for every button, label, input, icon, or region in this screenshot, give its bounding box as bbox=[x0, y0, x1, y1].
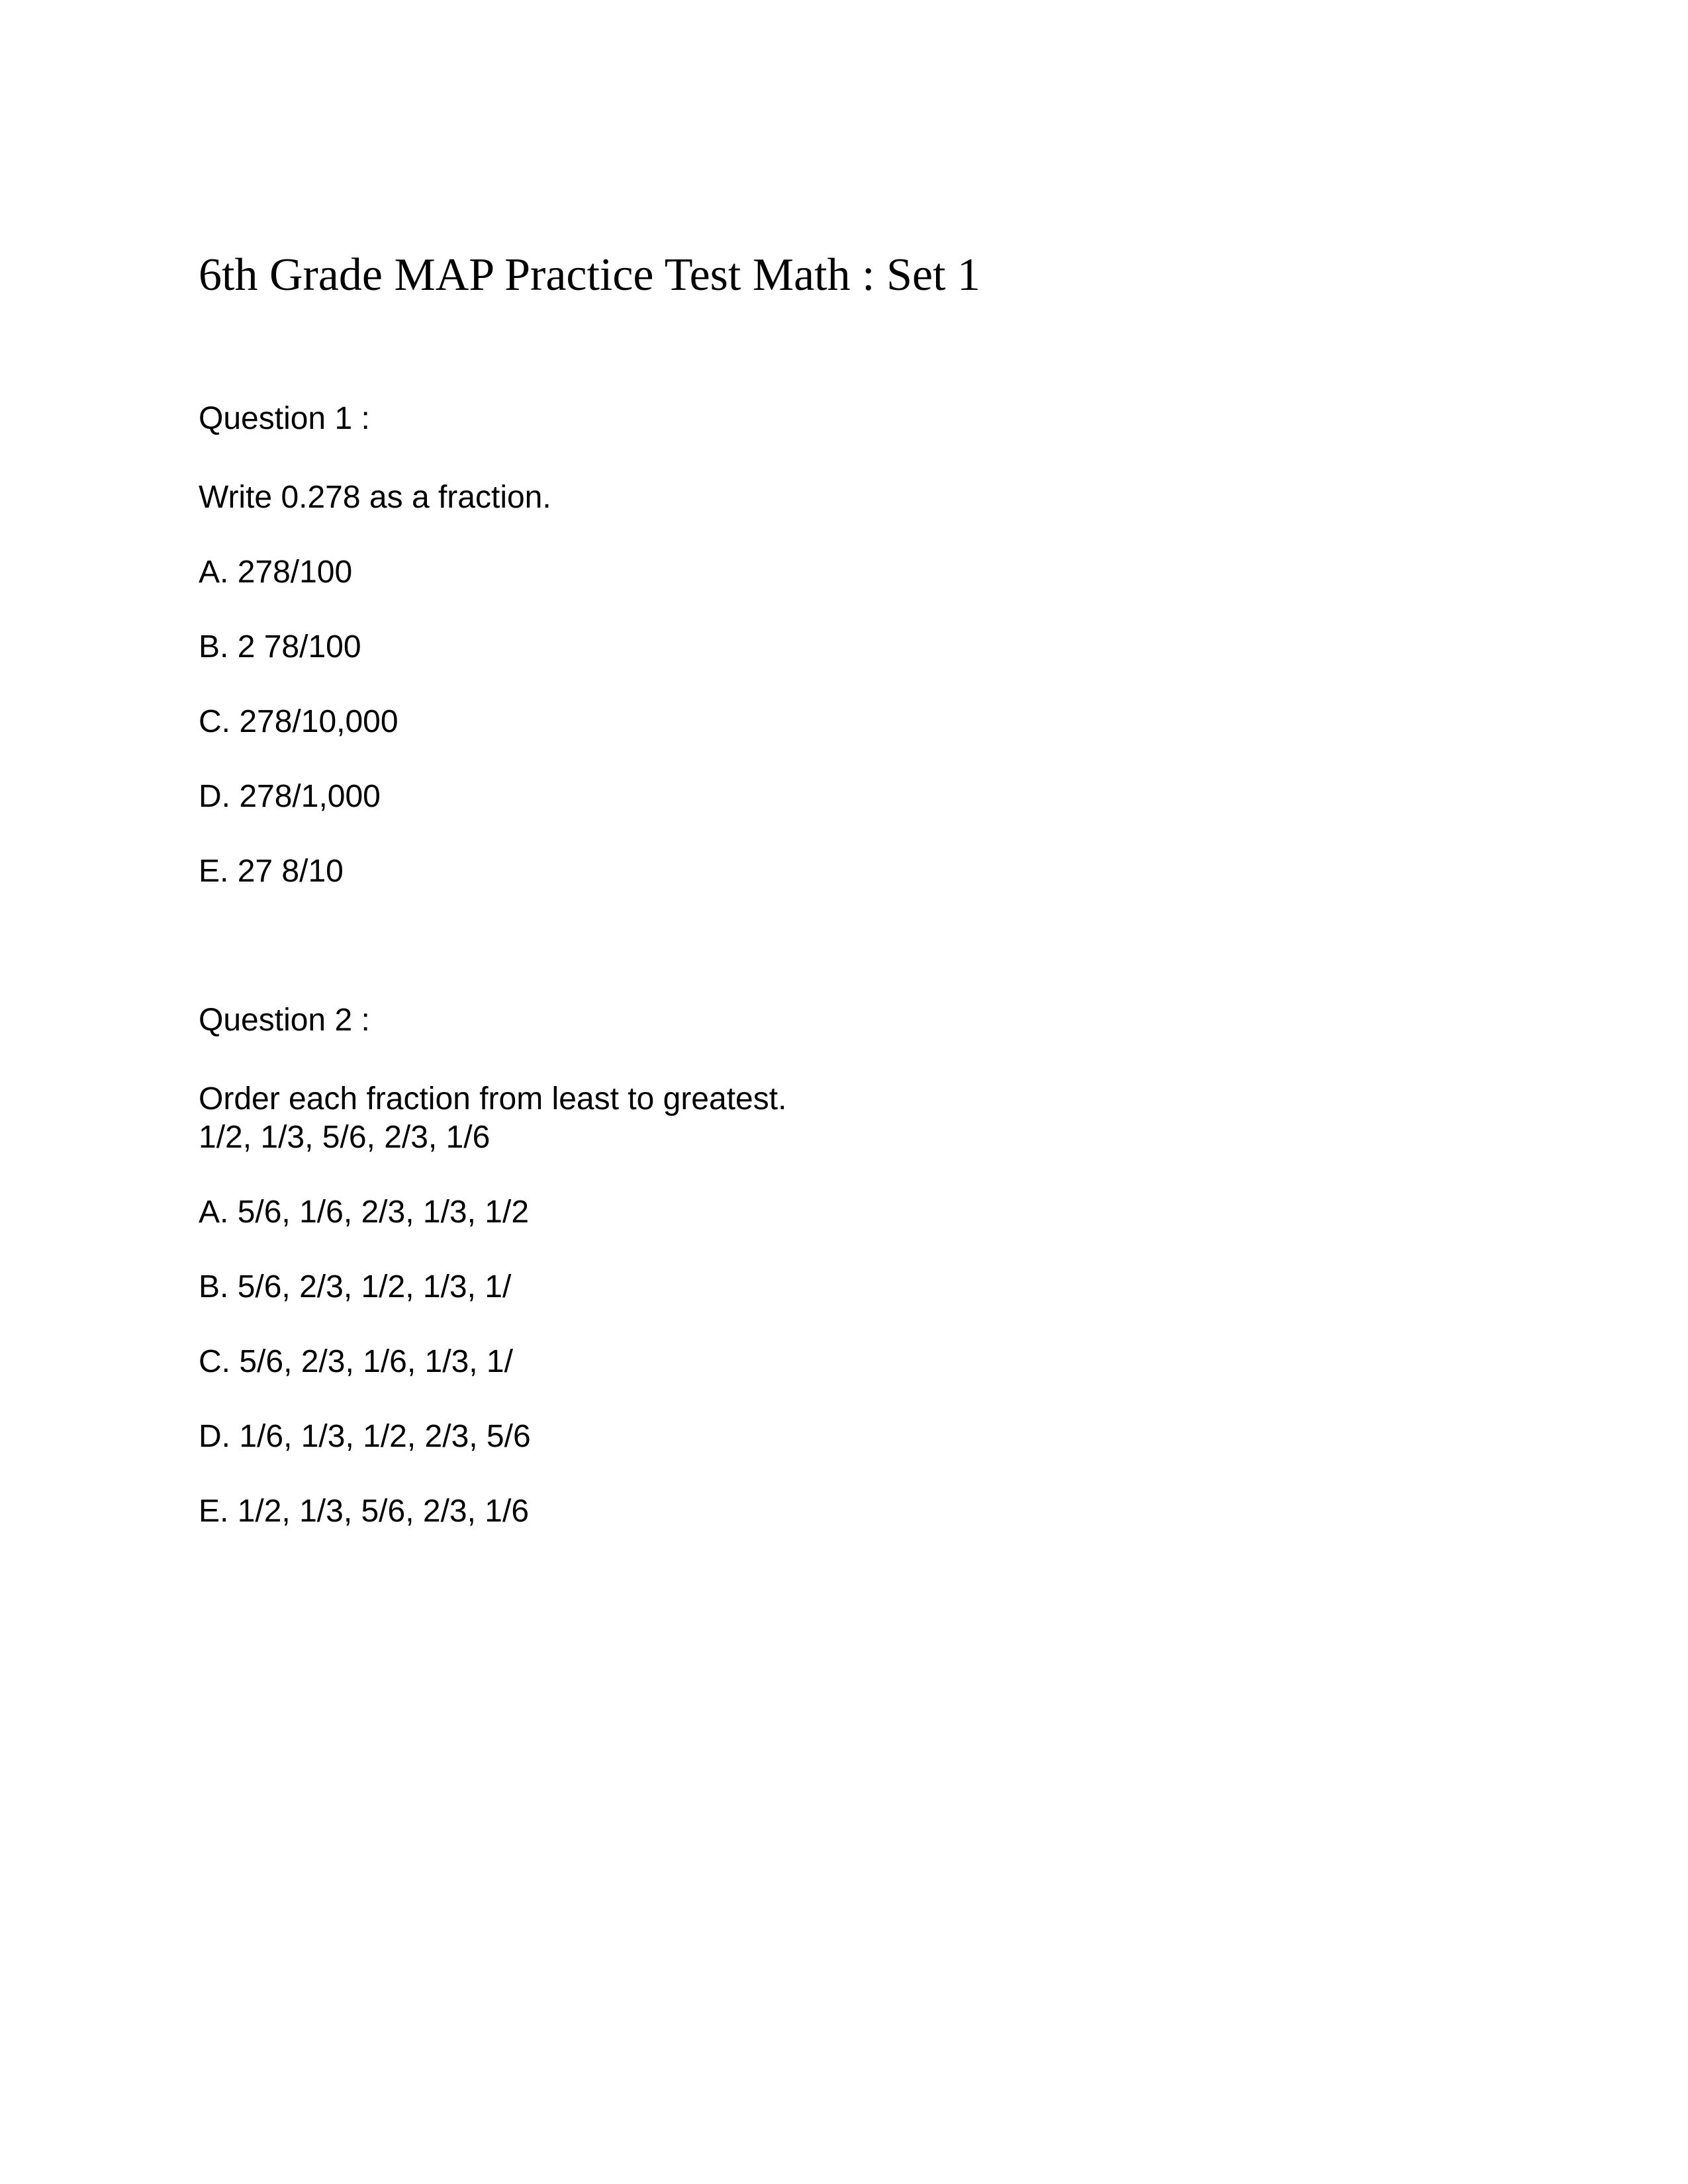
question-2-prompt-line-2: 1/2, 1/3, 5/6, 2/3, 1/6 bbox=[199, 1120, 491, 1155]
question-1-option-e: E. 27 8/10 bbox=[199, 854, 344, 889]
question-2-prompt bbox=[199, 1080, 1489, 1157]
question-2-label: Question 2 : bbox=[199, 1003, 370, 1038]
question-1-prompt bbox=[199, 478, 1489, 517]
question-1-option-b: B. 2 78/100 bbox=[199, 629, 361, 664]
question-2-option-b: B. 5/6, 2/3, 1/2, 1/3, 1/ bbox=[199, 1269, 512, 1304]
question-1-option-a: A. 278/100 bbox=[199, 555, 353, 590]
question-1-label: Question 1 : bbox=[199, 401, 370, 436]
question-2-option-d: D. 1/6, 1/3, 1/2, 2/3, 5/6 bbox=[199, 1419, 531, 1454]
question-2-prompt-line-1: Order each fraction from least to greatest. bbox=[199, 1081, 787, 1116]
question-1-option-d: D. 278/1,000 bbox=[199, 779, 381, 814]
page-title: 6th Grade MAP Practice Test Math : Set 1 bbox=[199, 250, 981, 300]
question-2-option-e: E. 1/2, 1/3, 5/6, 2/3, 1/6 bbox=[199, 1494, 530, 1529]
question-1-option-c: C. 278/10,000 bbox=[199, 704, 399, 739]
question-2-option-a: A. 5/6, 1/6, 2/3, 1/3, 1/2 bbox=[199, 1195, 530, 1230]
question-2-option-c: C. 5/6, 2/3, 1/6, 1/3, 1/ bbox=[199, 1344, 513, 1379]
question-1-prompt-line: Write 0.278 as a fraction. bbox=[199, 480, 551, 515]
